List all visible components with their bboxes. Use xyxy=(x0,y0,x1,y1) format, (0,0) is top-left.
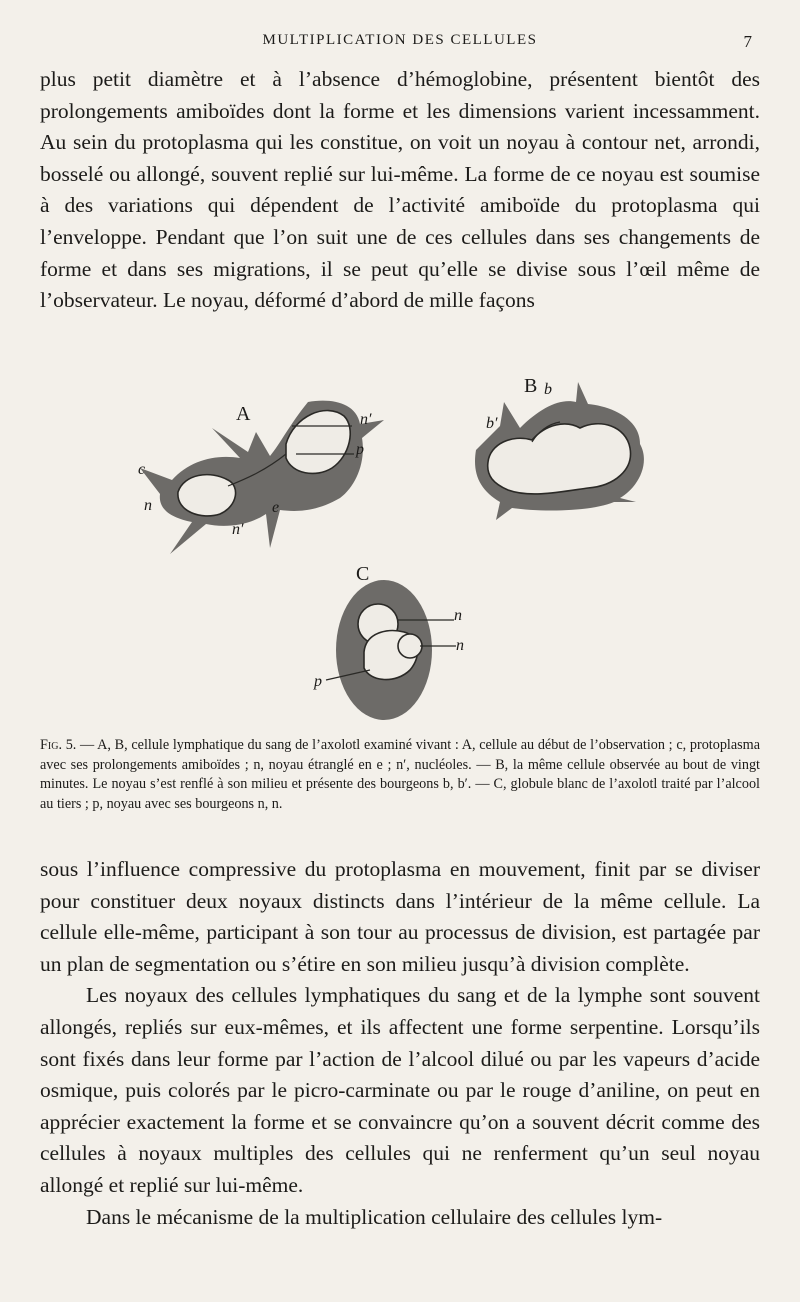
label-c-p: p xyxy=(314,673,322,690)
running-head: MULTIPLICATION DES CELLULES xyxy=(262,32,538,48)
label-a-p: p xyxy=(356,441,364,458)
label-a-c: c xyxy=(138,461,146,478)
label-b-b: b xyxy=(544,381,552,398)
label-c-n2: n xyxy=(456,637,464,654)
label-a-n-prime: n′ xyxy=(232,521,244,538)
label-a-n-prime-2: n′ xyxy=(360,411,372,428)
caption-label: Fig. 5. xyxy=(40,737,77,753)
label-a-e: e xyxy=(272,499,280,516)
label-c-n1: n xyxy=(454,607,462,624)
label-b: B xyxy=(524,375,538,397)
figure-5-illustration xyxy=(120,362,680,724)
cell-b xyxy=(475,375,644,520)
paragraph-3: Les noyaux des cellules lymphatiques du sang et de la lymphe sont souvent allongés, repliés sur eux-mêmes, et ils affectent une forme serpentine. Lorsqu’ils sont fixés dans leur forme par l’action de l’alcool dilué ou par les vapeurs d’acide osmique, puis colorés par le picro-carminate ou par le rouge d’aniline, on peut en apprécier exactement la forme et se convaincre qu’on a souvent décrit comme des cellules à noyaux multiples des cellules qui ne renferment qu’un seul noyau allongé et replié sur lui-même. xyxy=(40,983,760,1197)
page-header xyxy=(0,30,800,54)
paragraph-4: Dans le mécanisme de la multiplication cellulaire des cellules lym- xyxy=(86,1204,663,1229)
cell-c-bud-2 xyxy=(398,634,422,658)
cell-a-nucleus-left xyxy=(178,475,236,516)
page-number: 7 xyxy=(743,32,752,51)
paragraph-1: plus petit diamètre et à l’absence d’hémoglobine, présentent bientôt des prolongements amiboïdes dont la forme et les dimensions varient incessamment. Au sein du protoplasma qui les constitue, on voit un noyau à contour net, arrondi, bosselé ou allongé, souvent replié sur lui-même. La forme de ce noyau est soumise à des variations qui dépendent de l’activité amiboïde du protoplasma qui l’enveloppe. Pendant que l’on suit une de ces cellules dans ses changements de forme et dans ses migrations, il se peut qu’elle se divise sous l’œil même de l’observateur. Le noyau, déformé d’abord de mille façons xyxy=(40,67,760,313)
cell-c xyxy=(313,563,464,720)
label-c: C xyxy=(356,563,370,585)
figure-5 xyxy=(120,362,680,724)
caption-text: — A, B, cellule lymphatique du sang de l’axolotl examiné vivant : A, cellule au début de l’observation ; c, protoplasma avec ses prolongements amiboïdes ; n, noyau étranglé en e ; n′, nucléoles. — B, la même cellule observée au bout de vingt minutes. Le noyau s’est renflé à son milieu et présente des bourgeons b, b′. — C, globule blanc de l’axolotl traité par l’alcool au tiers ; p, noyau avec ses bourgeons n, n. xyxy=(40,737,761,812)
body-text-top xyxy=(40,64,760,317)
label-a-n: n xyxy=(144,497,152,514)
cell-a xyxy=(138,401,384,554)
paragraph-2: sous l’influence compressive du protoplasma en mouvement, finit par se diviser pour constituer deux noyaux distincts dans l’intérieur de la même cellule. La cellule elle-même, participant à son tour au processus de division, est partagée par un plan de segmentation ou s’étire en son milieu jusqu’à division complète. xyxy=(40,857,760,976)
body-text-bottom xyxy=(40,854,760,1233)
figure-caption xyxy=(40,736,760,814)
label-b-b-prime: b′ xyxy=(486,415,498,432)
label-a: A xyxy=(236,403,251,425)
